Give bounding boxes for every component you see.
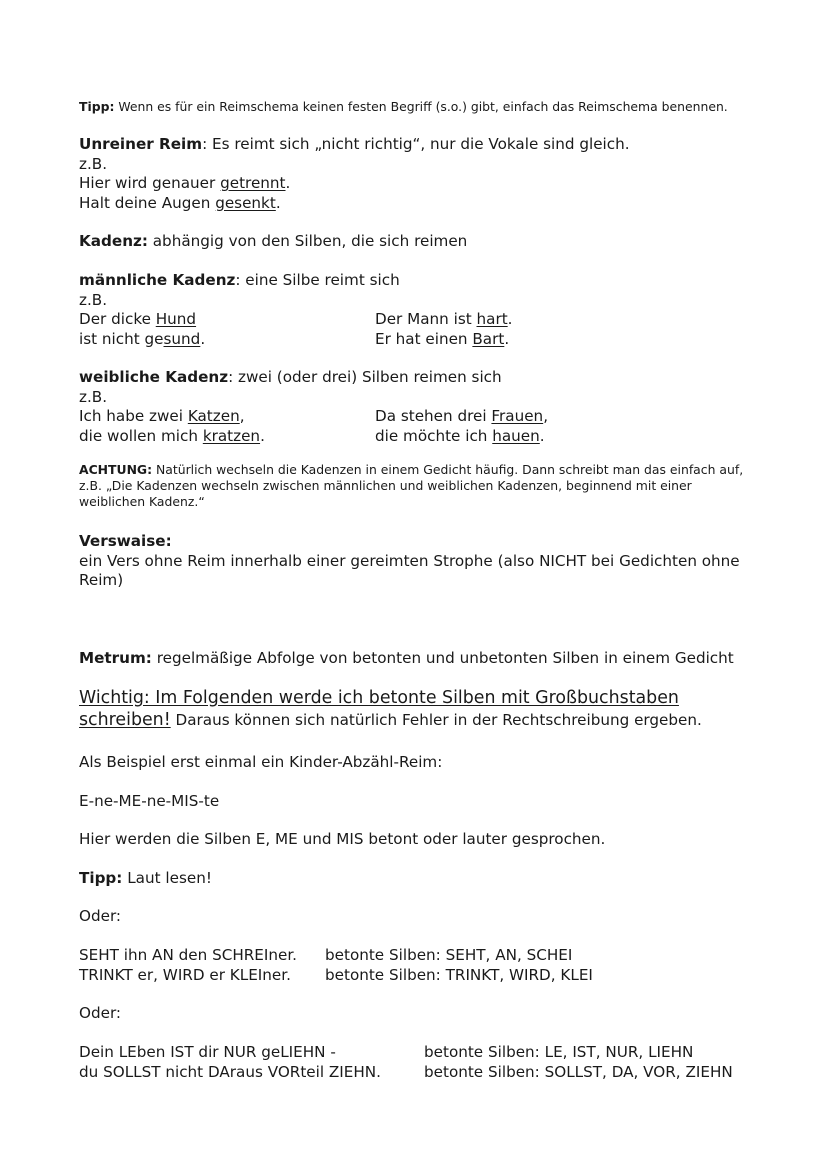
stress-column — [424, 1043, 733, 1082]
rhyme-word: kratzen — [202, 426, 261, 445]
warning-note: ACHTUNG: Natürlich wechseln die Kadenzen in einem Gedicht häufig. Dann schreibt man das einfach auf, z.B. „Die Kadenzen wechseln zwischen männlichen und weiblichen Kadenzen, beginnend mit einer weiblichen Kadenz.“ — [79, 462, 744, 509]
kadenz-definition: abhängig von den Silben, die sich reimen — [147, 232, 468, 250]
example-line: Halt deine Augen gesenkt. — [79, 193, 281, 212]
example-intro: Als Beispiel erst einmal ein Kinder-Abzähl-Reim: — [79, 753, 443, 771]
unreiner-reim-heading: Unreiner Reim — [79, 135, 203, 153]
tip-text: Wenn es für ein Reimschema keinen festen Begriff (s.o.) gibt, einfach das Reimschema benennen. — [114, 99, 728, 114]
stressed-syllables: betonte Silben: LE, IST, NUR, LIEHN — [424, 1043, 694, 1061]
example-column-right — [375, 407, 548, 446]
verse-line: TRINKT er, WIRD er KLEIner. — [79, 965, 291, 984]
rhyme-word: Frauen — [491, 407, 544, 425]
warning-label: ACHTUNG: — [79, 462, 153, 477]
stressed-syllables: betonte Silben: SOLLST, DA, VOR, ZIEHN — [424, 1062, 733, 1081]
example-line: ist nicht gesund. — [79, 329, 206, 348]
verse-line: du SOLLST nicht DAraus VORteil ZIEHN. — [79, 1062, 381, 1081]
maennliche-kadenz-definition: : eine Silbe reimt sich — [235, 271, 400, 289]
section-unreiner-reim — [79, 135, 630, 213]
tip-laut-lesen: Tipp: Laut lesen! — [79, 869, 212, 887]
rhyme-word: sund — [163, 329, 201, 348]
example-line: die möchte ich hauen. — [375, 426, 545, 445]
example-line: Er hat einen Bart. — [375, 329, 510, 348]
meter-example-2 — [79, 1043, 759, 1082]
rhyme-word: Hund — [155, 310, 197, 328]
tip-reimschema — [79, 99, 728, 115]
verse-line: SEHT ihn AN den SCHREIner. — [79, 946, 298, 964]
verswaise-heading: Verswaise — [79, 532, 166, 550]
rhyme-word: hauen — [492, 426, 540, 445]
example-line: die wollen mich kratzen. — [79, 426, 265, 445]
example-label: z.B. — [79, 290, 108, 309]
oder-label: Oder: — [79, 907, 122, 925]
tip-label: Tipp: — [79, 99, 115, 114]
metrum-heading: Metrum: — [79, 649, 152, 667]
stressed-syllables: betonte Silben: SEHT, AN, SCHEI — [325, 946, 573, 964]
weibliche-kadenz-definition: : zwei (oder drei) Silben reimen sich — [228, 368, 502, 386]
section-verswaise: Verswaise: ein Vers ohne Reim innerhalb einer gereimten Strophe (also NICHT bei Gedichten ohne Reim) — [79, 532, 740, 589]
maennliche-kadenz-heading: männliche Kadenz — [79, 271, 236, 289]
example-line: Der Mann ist hart. — [375, 310, 513, 328]
example-label: z.B. — [79, 154, 108, 173]
example-line: Ich habe zwei Katzen, — [79, 407, 245, 425]
section-weibliche-kadenz — [79, 368, 759, 446]
rhyme-word: Bart — [472, 329, 505, 348]
rhyme-word: Katzen — [187, 407, 240, 425]
example-line: Da stehen drei Frauen, — [375, 407, 549, 425]
explanation: Hier werden die Silben E, ME und MIS betont oder lauter gesprochen. — [79, 830, 606, 848]
kadenz-heading: Kadenz: — [79, 232, 148, 250]
section-maennliche-kadenz — [79, 271, 759, 349]
rhyme-word: gesenkt — [215, 193, 276, 212]
stress-column — [325, 946, 593, 985]
example-label: z.B. — [79, 387, 108, 406]
rhyme-word: hart — [476, 310, 508, 328]
oder-label: Oder: — [79, 1004, 122, 1022]
example-line: Hier wird genauer getrennt. — [79, 174, 291, 192]
example-column-right — [375, 310, 512, 349]
important-heading: Wichtig: Im Folgenden werde ich betonte Silben mit Großbuchstaben — [79, 688, 679, 708]
weibliche-kadenz-heading: weibliche Kadenz — [79, 368, 229, 386]
metrum-definition: regelmäßige Abfolge von betonten und unbetonten Silben in einem Gedicht — [151, 649, 734, 667]
stressed-syllables: betonte Silben: TRINKT, WIRD, KLEI — [325, 965, 593, 984]
unreiner-reim-definition: : Es reimt sich „nicht richtig“, nur die Vokale sind gleich. — [202, 135, 630, 153]
meter-example-1 — [79, 946, 759, 985]
example-line: Der dicke Hund — [79, 310, 197, 328]
section-metrum — [79, 649, 734, 669]
tip-label: Tipp: — [79, 869, 123, 887]
important-note: Wichtig: Im Folgenden werde ich betonte Silben mit Großbuchstaben schreiben! Daraus können sich natürlich Fehler in der Rechtschreibung ergeben. — [79, 688, 702, 730]
counting-rhyme: E-ne-ME-ne-MIS-te — [79, 792, 220, 810]
section-kadenz — [79, 232, 467, 252]
verse-line: Dein LEben IST dir NUR geLIEHN - — [79, 1043, 336, 1061]
rhyme-word: getrennt — [220, 174, 286, 192]
verswaise-definition: ein Vers ohne Reim innerhalb einer gereimten Strophe (also NICHT bei Gedichten ohne — [79, 551, 740, 570]
